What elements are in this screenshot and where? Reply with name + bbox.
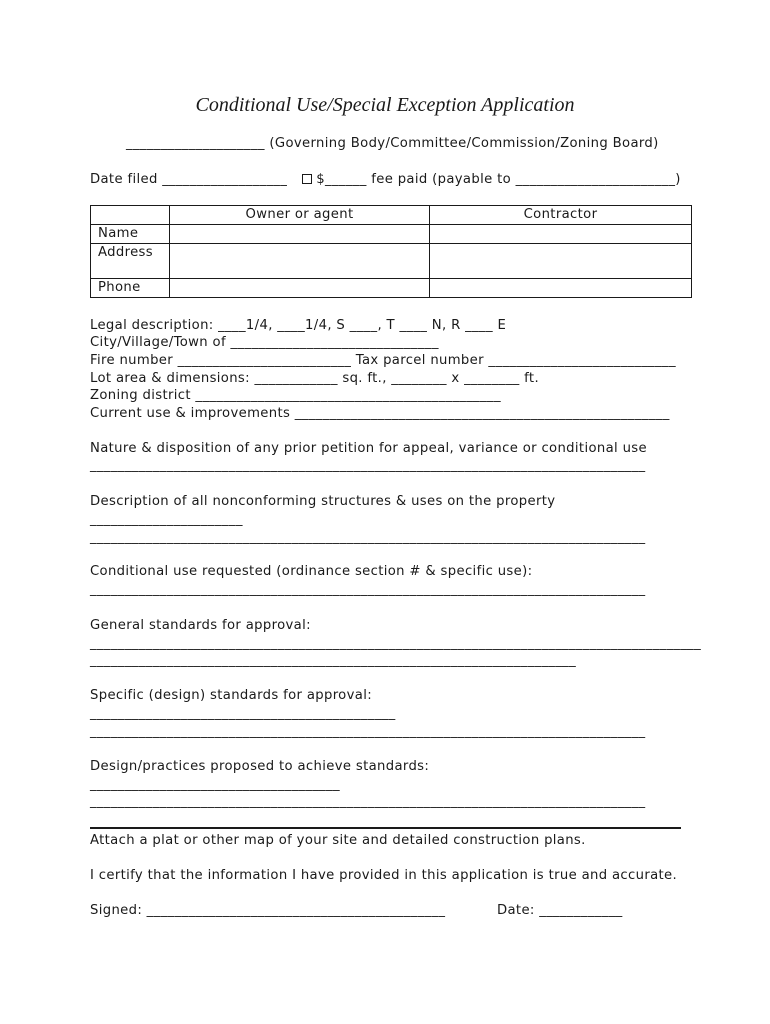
contractor-address-cell[interactable] <box>430 244 692 279</box>
table-corner-cell <box>91 206 170 225</box>
use-requested-blank[interactable]: ________________________________________________________________________________ <box>90 582 646 597</box>
address-row-label: Address <box>91 244 170 279</box>
fire-tax-parcel-line[interactable]: Fire number _________________________ Tax parcel number ___________________________ <box>90 353 676 368</box>
specific-standards-question: Specific (design) standards for approval: <box>90 688 372 703</box>
name-row-label: Name <box>91 225 170 244</box>
general-standards-question: General standards for approval: <box>90 618 311 633</box>
design-practices-question: Design/practices proposed to achieve standards: <box>90 759 430 774</box>
current-use-line[interactable]: Current use & improvements ______________________________________________________ <box>90 406 670 421</box>
fee-paid-checkbox[interactable] <box>302 174 312 184</box>
section-divider <box>90 827 681 829</box>
governing-body-line[interactable]: ____________________ (Governing Body/Committee/Commission/Zoning Board) <box>126 136 659 151</box>
nonconforming-question: Description of all nonconforming structures & uses on the property <box>90 494 556 509</box>
owner-address-cell[interactable] <box>170 244 430 279</box>
nonconforming-blank-1[interactable]: ______________________ <box>90 512 243 527</box>
fee-paid-field[interactable]: $______ fee paid (payable to _______________________) <box>316 172 681 187</box>
phone-row-label: Phone <box>91 279 170 298</box>
city-village-town-line[interactable]: City/Village/Town of ______________________________ <box>90 335 439 350</box>
general-standards-blank-2[interactable]: ______________________________________________________________________ <box>90 653 577 668</box>
use-requested-question: Conditional use requested (ordinance section # & specific use): <box>90 564 533 579</box>
nonconforming-blank-2[interactable]: ________________________________________________________________________________ <box>90 530 646 545</box>
prior-petition-question: Nature & disposition of any prior petition for appeal, variance or conditional use <box>90 441 647 456</box>
date-filed-field[interactable]: Date filed __________________ <box>90 172 288 187</box>
general-standards-blank-1[interactable]: ________________________________________________________________________________________ <box>90 636 702 651</box>
legal-description-line[interactable]: Legal description: ____1/4, ____1/4, S ____, T ____ N, R ____ E <box>90 318 507 333</box>
owner-contractor-table <box>90 205 692 298</box>
specific-standards-blank-1[interactable]: ____________________________________________ <box>90 706 396 721</box>
design-practices-blank-1[interactable]: ____________________________________ <box>90 777 340 792</box>
contractor-phone-cell[interactable] <box>430 279 692 298</box>
certification-statement: I certify that the information I have provided in this application is true and accurate. <box>90 868 678 883</box>
specific-standards-blank-2[interactable]: ________________________________________________________________________________ <box>90 724 646 739</box>
form-title: Conditional Use/Special Exception Application <box>195 94 575 116</box>
contractor-header: Contractor <box>430 206 692 225</box>
signature-line[interactable]: Signed: ___________________________________________ <box>90 903 446 918</box>
prior-petition-blank[interactable]: ________________________________________________________________________________ <box>90 458 646 473</box>
attach-instruction: Attach a plat or other map of your site and detailed construction plans. <box>90 833 586 848</box>
owner-phone-cell[interactable] <box>170 279 430 298</box>
lot-area-line[interactable]: Lot area & dimensions: ____________ sq. ft., ________ x ________ ft. <box>90 371 539 386</box>
design-practices-blank-2[interactable]: ________________________________________________________________________________ <box>90 794 646 809</box>
zoning-district-line[interactable]: Zoning district ____________________________________________ <box>90 388 501 403</box>
owner-name-cell[interactable] <box>170 225 430 244</box>
owner-or-agent-header: Owner or agent <box>170 206 430 225</box>
date-line[interactable]: Date: ____________ <box>497 903 623 918</box>
date-filed-line <box>90 172 681 188</box>
contractor-name-cell[interactable] <box>430 225 692 244</box>
